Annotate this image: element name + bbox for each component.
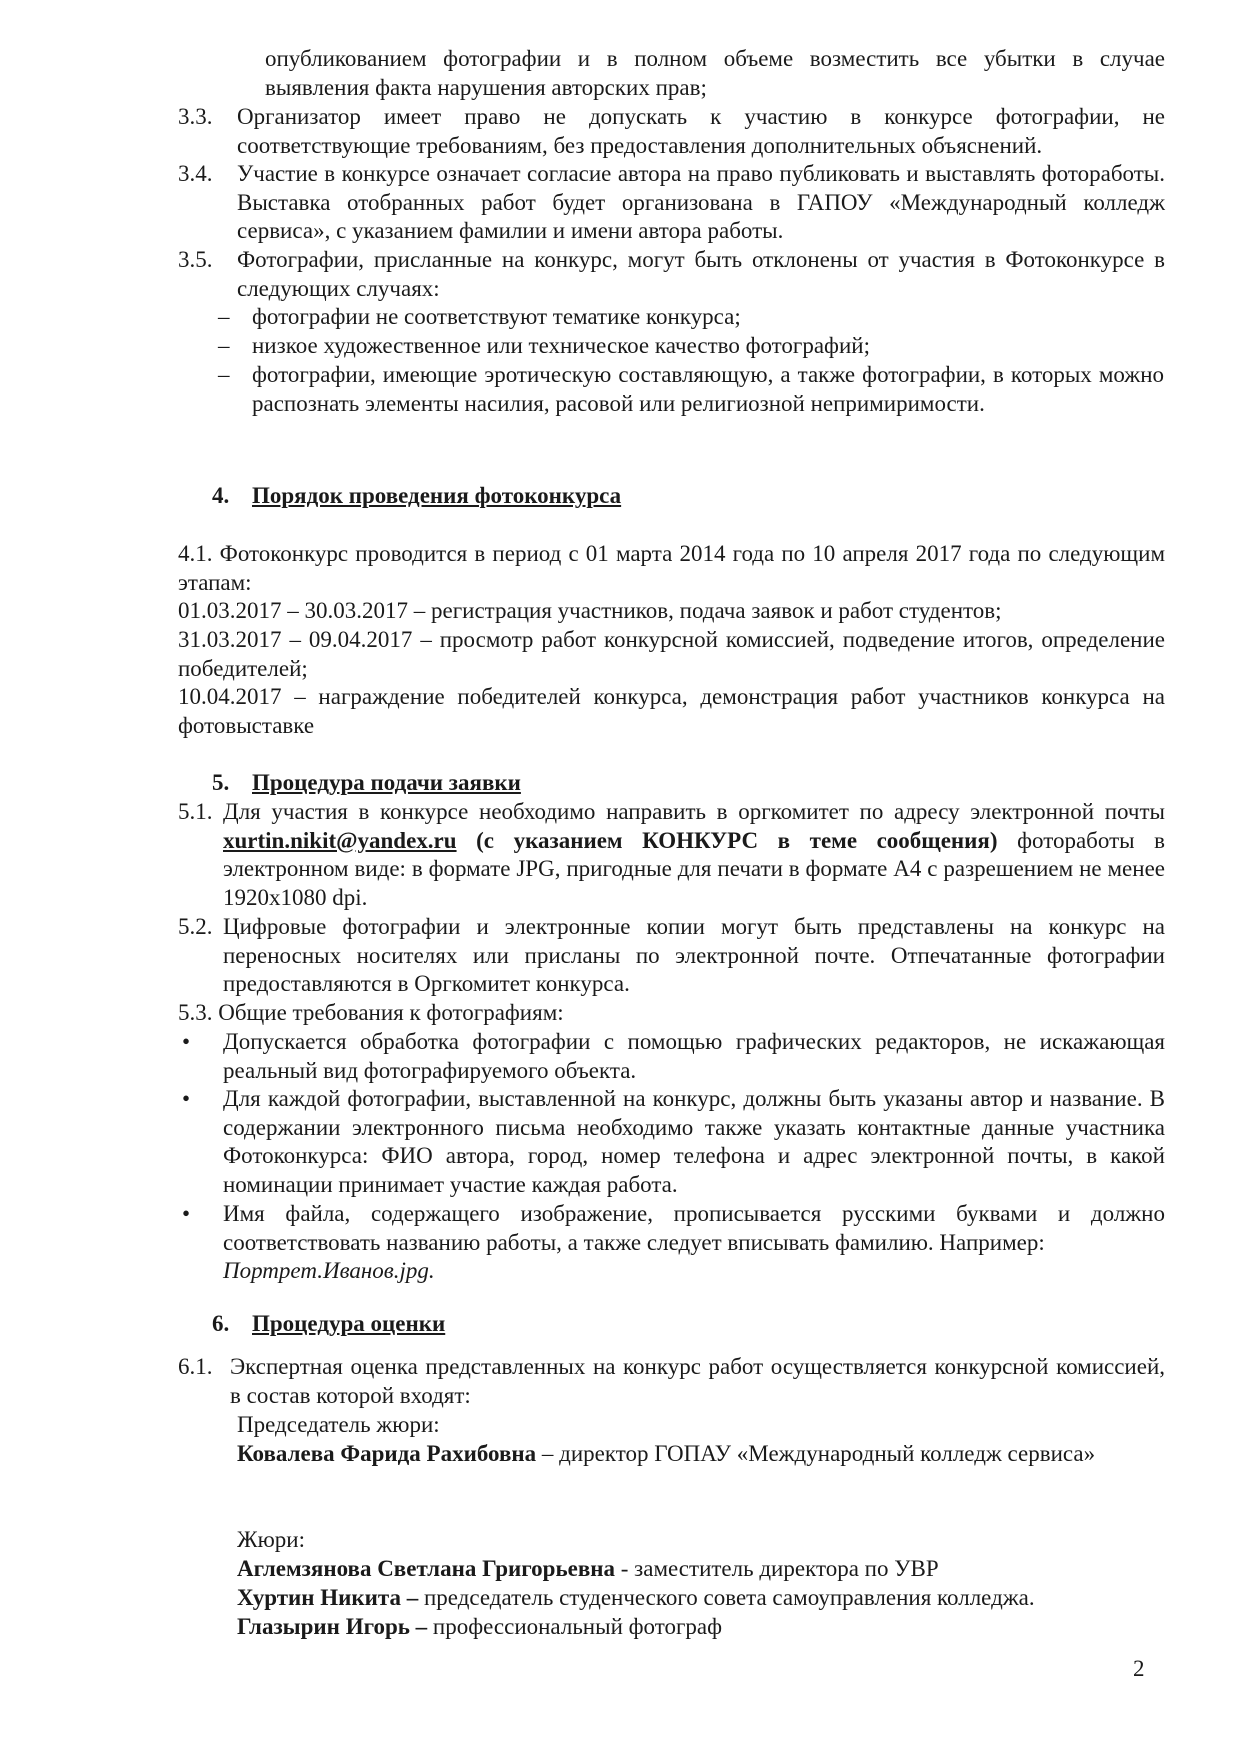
clause-5-3: 5.3. Общие требования к фотографиям:	[178, 1000, 564, 1025]
clause-3-3: Организатор имеет право не допускать к участию в конкурсе фотографии, не соответствующие требованиям, без предоставления дополнительных объяснений.	[237, 104, 1165, 158]
clause-5-1	[223, 798, 1165, 912]
chair-role: – директор ГОПАУ «Международный колледж сервиса»	[541, 1441, 1096, 1466]
jury-member-role: - заместитель директора по УВР	[615, 1556, 939, 1581]
clause-number-5-1: 5.1.	[178, 799, 213, 824]
section-heading-6	[212, 1310, 445, 1339]
clause-number-6-1: 6.1.	[178, 1354, 213, 1379]
stage-1: 01.03.2017 – 30.03.2017 – регистрация участников, подача заявок и работ студентов;	[178, 598, 1002, 623]
clause-number-3-3: 3.3.	[178, 104, 213, 129]
section-heading-4	[212, 482, 621, 511]
bullet-marker: •	[182, 1201, 191, 1226]
clause-5-2: Цифровые фотографии и электронные копии могут быть представлены на конкурс на переносных носителях или присланы по электронной почте. Отпечатанные фотографии предоставляются в Оргкомитет конкурса.	[223, 914, 1165, 997]
section-heading-number: 5.	[212, 770, 230, 795]
clause-3-5: Фотографии, присланные на конкурс, могут быть отклонены от участия в Фотоконкурсе в следующих случаях:	[237, 247, 1165, 301]
jury-member-role: председатель студенческого совета самоуправления колледжа.	[418, 1585, 1035, 1610]
clause-3-4: Участие в конкурсе означает согласие автора на право публиковать и выставлять фотоработы. Выставка отобранных работ будет организована в ГАПОУ «Международный колледж сервиса», с указанием фамилии и имени автора работы.	[237, 161, 1165, 244]
bullet-item: Допускается обработка фотографии с помощью графических редакторов, не искажающая реальный вид фотографируемого объекта.	[223, 1029, 1165, 1083]
paragraph-continuation: опубликованием фотографии и в полном объеме возместить все убытки в случае выявления факта нарушения авторских прав;	[265, 46, 1165, 100]
jury-member-name: Глазырин Игорь –	[237, 1614, 428, 1639]
clause-5-1-format: фотоработы в электронном виде: в формате JPG, пригодные для печати в формате А4 с разрешением не менее 1920х1080 dpi.	[223, 827, 1166, 910]
jury-member-name: Аглемзянова Светлана Григорьевна	[237, 1556, 616, 1581]
bullet-item-text: Имя файла, содержащего изображение, прописывается русскими буквами и должно соответствовать названию работы, а также следует вписывать фамилию. Например:	[223, 1201, 1165, 1255]
clause-4-1: 4.1. Фотоконкурс проводится в период с 01 марта 2014 года по 10 апреля 2017 года по следующим этапам:	[178, 541, 1165, 595]
jury-member	[237, 1584, 1165, 1613]
bullet-marker: •	[182, 1029, 191, 1054]
clause-6-1: Экспертная оценка представленных на конкурс работ осуществляется конкурсной комиссией, в состав которой входят:	[230, 1354, 1165, 1408]
chair-label: Председатель жюри:	[237, 1412, 440, 1437]
clause-number-3-5: 3.5.	[178, 247, 213, 272]
section-heading-number: 6.	[212, 1311, 230, 1336]
jury-member	[237, 1555, 1165, 1584]
dash-marker: –	[218, 333, 230, 358]
subject-note: (с указанием КОНКУРС в теме сообщения)	[476, 827, 998, 853]
dash-marker: –	[218, 304, 230, 329]
section-heading-number: 4.	[212, 483, 230, 508]
jury-label: Жюри:	[237, 1527, 305, 1552]
bullet-item	[223, 1200, 1165, 1286]
filename-example: Портрет.Иванов.jpg.	[223, 1258, 435, 1284]
stage-3: 10.04.2017 – награждение победителей конкурса, демонстрация работ участников конкурса на фотовыставке	[178, 684, 1165, 738]
jury-member-name: Хуртин Никита –	[237, 1585, 419, 1610]
section-heading-5	[212, 769, 521, 798]
bullet-item: Для каждой фотографии, выставленной на конкурс, должны быть указаны автор и название. В содержании электронного письма необходимо также указать контактные данные участника Фотоконкурса: ФИО автора, город, номер телефона и адрес электронной почты, в какой номинации принимает участие каждая работа.	[223, 1086, 1165, 1197]
page-number: 2	[1133, 1656, 1145, 1681]
dash-marker: –	[218, 362, 230, 387]
list-item: фотографии, имеющие эротическую составляющую, а также фотографии, в которых можно распознать элементы насилия, расовой или религиозной непримиримости.	[252, 362, 1164, 416]
chair-name: Ковалева Фарида Рахибовна	[237, 1441, 537, 1466]
section-heading-title: Процедура подачи заявки	[252, 770, 521, 795]
section-heading-title: Процедура оценки	[252, 1311, 446, 1336]
jury-chair	[237, 1440, 1165, 1469]
list-item: низкое художественное или техническое качество фотографий;	[252, 333, 870, 358]
stage-2: 31.03.2017 – 09.04.2017 – просмотр работ конкурсной комиссией, подведение итогов, определение победителей;	[178, 627, 1165, 681]
clause-number-5-2: 5.2.	[178, 914, 213, 939]
clause-number-3-4: 3.4.	[178, 161, 213, 186]
list-item: фотографии не соответствуют тематике конкурса;	[252, 304, 741, 329]
section-heading-title: Порядок проведения фотоконкурса	[252, 483, 622, 508]
contact-email-link[interactable]: xurtin.nikit@yandex.ru	[223, 827, 457, 853]
jury-member-role: профессиональный фотограф	[427, 1614, 723, 1639]
jury-member	[237, 1613, 1165, 1642]
clause-5-1-text: Для участия в конкурсе необходимо направить в оргкомитет по адресу электронной почты	[223, 799, 1165, 824]
bullet-marker: •	[182, 1086, 191, 1111]
